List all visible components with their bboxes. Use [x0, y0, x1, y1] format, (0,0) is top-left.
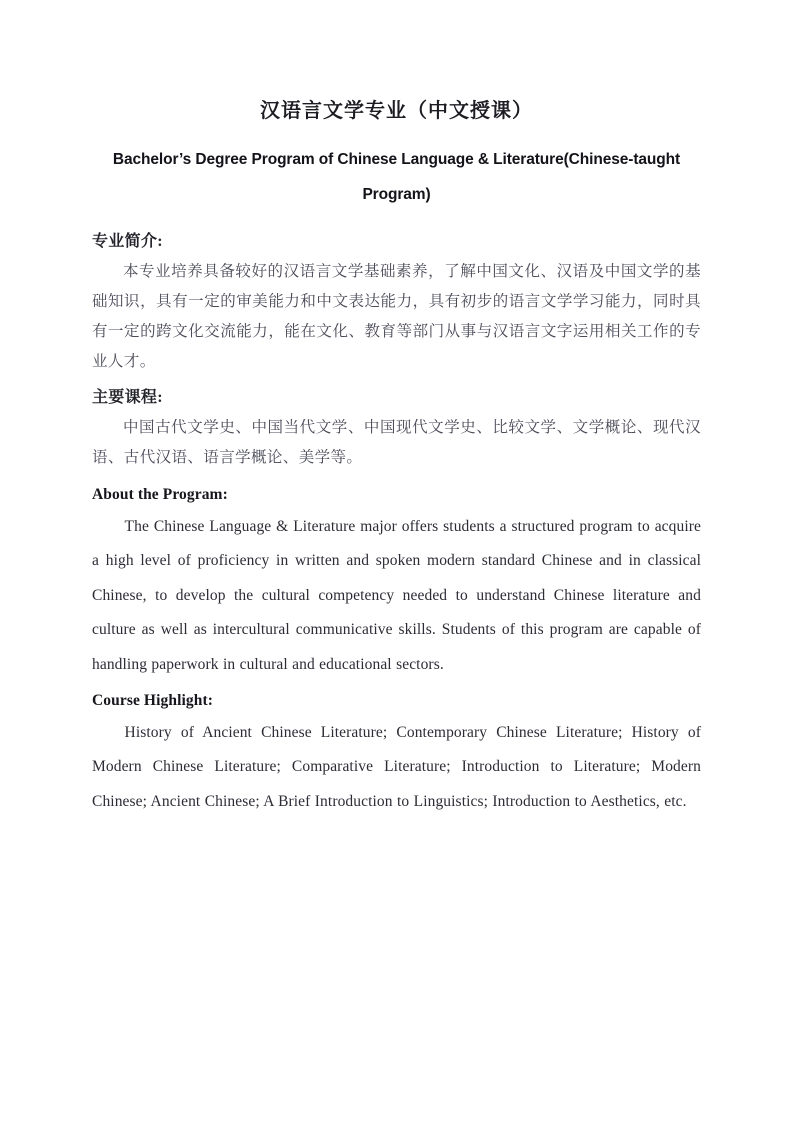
- section-heading-main-courses: 主要课程:: [92, 389, 163, 406]
- section-body-main-courses: 中国古代文学史、中国当代文学、中国现代文学史、比较文学、文学概论、现代汉语、古代汉语、语言学概论、美学等。: [92, 419, 701, 466]
- spacer: [92, 212, 701, 227]
- section-heading-course-highlight: Course Highlight:: [92, 692, 213, 710]
- section-body-about-the-program: The Chinese Language & Literature major offers students a structured program to acquire a high level of proficiency in written and spoken modern standard Chinese and in classical Chinese, to develop the cultural competency needed to understand Chinese literature and culture as well as intercultural communicative skills. Students of this program are capable of handling paperwork in cultural and educational sectors.: [92, 518, 701, 673]
- document-content: [92, 0, 701, 819]
- section-body-course-highlight: History of Ancient Chinese Literature; Contemporary Chinese Literature; History of Modern Chinese Literature; Comparative Literature; Introduction to Literature; Modern Chinese; Ancient Chinese; A Brief Introduction to Linguistics; Introduction to Aesthetics, etc.: [92, 724, 701, 810]
- section-heading-about-the-program: About the Program:: [92, 486, 228, 503]
- section-body-program-intro: 本专业培养具备较好的汉语言文学基础素养，了解中国文化、汉语及中国文学的基础知识，具有一定的审美能力和中文表达能力，具有初步的语言文学学习能力，同时具有一定的跨文化交流能力，能在文化、教育等部门从事与汉语言文字运用相关工作的专业人才。: [92, 263, 701, 370]
- section-heading-program-intro: 专业简介:: [92, 233, 163, 250]
- page-title-english: Bachelor’s Degree Program of Chinese Language & Literature(Chinese-taught Program): [112, 151, 681, 203]
- page-title-chinese: 汉语言文学专业（中文授课）: [260, 100, 533, 122]
